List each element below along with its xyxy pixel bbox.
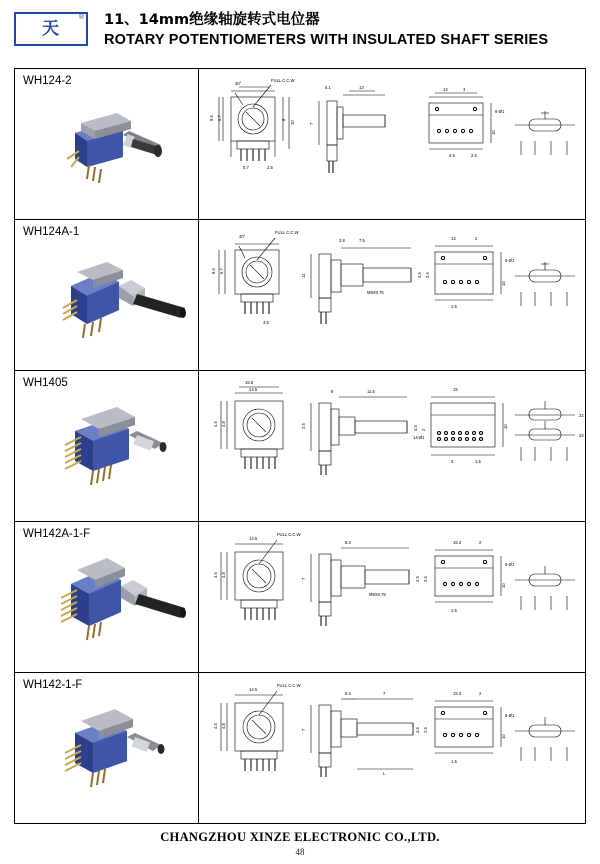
svg-text:7: 7 bbox=[301, 577, 306, 580]
product-photo-wh124-2 bbox=[37, 95, 187, 193]
table-row bbox=[15, 371, 585, 522]
product-photo-cell bbox=[15, 522, 199, 672]
svg-text:13: 13 bbox=[443, 87, 448, 92]
svg-text:8.2: 8.2 bbox=[345, 540, 351, 545]
product-drawing-cell bbox=[199, 69, 585, 219]
product-photo-cell bbox=[15, 220, 199, 370]
svg-text:30°: 30° bbox=[239, 234, 246, 239]
svg-text:2.5: 2.5 bbox=[267, 165, 273, 170]
svg-text:8.2: 8.2 bbox=[345, 691, 351, 696]
model-label: WH124A-1 bbox=[23, 226, 80, 238]
svg-text:4.5: 4.5 bbox=[417, 272, 422, 278]
svg-text:14.5: 14.5 bbox=[249, 687, 258, 692]
svg-text:FULL C.C.W: FULL C.C.W bbox=[277, 532, 301, 537]
svg-text:7: 7 bbox=[383, 691, 386, 696]
svg-text:15.3: 15.3 bbox=[453, 691, 462, 696]
svg-text:14.5: 14.5 bbox=[249, 387, 258, 392]
product-photo-wh142a-1-f bbox=[37, 548, 187, 646]
svg-text:15: 15 bbox=[453, 387, 458, 392]
svg-text:4.5: 4.5 bbox=[415, 576, 420, 582]
product-photo-wh124a-1 bbox=[37, 246, 187, 344]
svg-text:8: 8 bbox=[331, 389, 334, 394]
table-row bbox=[15, 220, 585, 371]
svg-text:6.7: 6.7 bbox=[219, 268, 224, 274]
svg-text:4.5: 4.5 bbox=[213, 723, 218, 729]
svg-text:13: 13 bbox=[359, 85, 364, 90]
svg-text:3: 3 bbox=[451, 459, 454, 464]
model-label: WH142A-1-F bbox=[23, 528, 91, 540]
product-drawing-cell bbox=[199, 673, 585, 823]
page-header bbox=[0, 0, 600, 62]
svg-text:FULL C.C.W: FULL C.C.W bbox=[275, 230, 299, 235]
svg-text:M9X0.75: M9X0.75 bbox=[369, 592, 386, 597]
technical-drawing-wh142-1-f bbox=[199, 673, 585, 823]
svg-text:9.5: 9.5 bbox=[209, 115, 214, 121]
product-photo-cell bbox=[15, 673, 199, 823]
svg-text:2.5: 2.5 bbox=[425, 272, 430, 278]
svg-text:1.5: 1.5 bbox=[451, 759, 457, 764]
svg-text:3.8: 3.8 bbox=[339, 238, 345, 243]
svg-text:M9X0.75: M9X0.75 bbox=[367, 290, 384, 295]
svg-text:FULL C.C.W: FULL C.C.W bbox=[277, 683, 301, 688]
svg-text:2: 2 bbox=[421, 428, 426, 431]
svg-text:22: 22 bbox=[579, 433, 584, 438]
title-chinese: 11、14mm绝缘轴旋转式电位器 bbox=[104, 12, 320, 28]
svg-text:10: 10 bbox=[503, 424, 508, 429]
svg-text:10: 10 bbox=[501, 734, 506, 739]
footer-company-name: CHANGZHOU XINZE ELECTRONIC CO.,LTD. bbox=[160, 830, 440, 844]
svg-text:30°: 30° bbox=[235, 81, 242, 86]
svg-text:22: 22 bbox=[579, 413, 584, 418]
svg-text:6.7: 6.7 bbox=[217, 115, 222, 121]
product-photo-wh1405 bbox=[37, 397, 187, 495]
header-titles bbox=[104, 6, 600, 50]
page-footer bbox=[0, 830, 600, 857]
svg-text:6-Ø1: 6-Ø1 bbox=[495, 109, 505, 114]
model-label: WH124-2 bbox=[23, 75, 72, 87]
table-row bbox=[15, 673, 585, 823]
table-row bbox=[15, 522, 585, 673]
svg-text:9.5: 9.5 bbox=[211, 268, 216, 274]
svg-text:4.8: 4.8 bbox=[221, 723, 226, 729]
product-drawing-cell bbox=[199, 371, 585, 521]
product-drawing-cell bbox=[199, 522, 585, 672]
svg-text:6-Ø1: 6-Ø1 bbox=[505, 562, 515, 567]
svg-text:10: 10 bbox=[290, 120, 295, 125]
registered-trademark-icon: ® bbox=[78, 14, 84, 21]
svg-text:2: 2 bbox=[479, 691, 482, 696]
model-label: WH142-1-F bbox=[23, 679, 83, 691]
product-table bbox=[14, 68, 586, 824]
svg-text:4.8: 4.8 bbox=[221, 572, 226, 578]
svg-text:L: L bbox=[383, 771, 386, 776]
svg-text:6-Ø1: 6-Ø1 bbox=[505, 258, 515, 263]
product-photo-wh142-1-f bbox=[37, 699, 187, 797]
table-row bbox=[15, 69, 585, 220]
footer-page-number: 48 bbox=[295, 847, 305, 857]
svg-text:4.5: 4.5 bbox=[213, 421, 218, 427]
svg-text:11.5: 11.5 bbox=[367, 389, 375, 394]
svg-text:FULL C.C.W: FULL C.C.W bbox=[271, 78, 295, 83]
svg-text:10: 10 bbox=[501, 583, 506, 588]
svg-text:8: 8 bbox=[281, 118, 286, 121]
product-photo-cell bbox=[15, 371, 199, 521]
svg-text:15.3: 15.3 bbox=[453, 540, 462, 545]
svg-text:11: 11 bbox=[301, 273, 306, 278]
product-photo-cell bbox=[15, 69, 199, 219]
svg-text:2.5: 2.5 bbox=[423, 727, 428, 733]
svg-text:13: 13 bbox=[451, 236, 456, 241]
svg-text:2.5: 2.5 bbox=[301, 423, 306, 429]
svg-text:0.7: 0.7 bbox=[243, 165, 249, 170]
technical-drawing-wh124a-1 bbox=[199, 220, 585, 370]
logo-inner bbox=[20, 14, 84, 41]
svg-text:3.5: 3.5 bbox=[263, 320, 269, 325]
technical-drawing-wh124-2 bbox=[199, 69, 585, 219]
svg-text:6-Ø1: 6-Ø1 bbox=[505, 713, 515, 718]
svg-text:7.5: 7.5 bbox=[359, 238, 365, 243]
svg-text:2: 2 bbox=[479, 540, 482, 545]
svg-text:1.5: 1.5 bbox=[451, 608, 457, 613]
svg-text:2: 2 bbox=[475, 236, 478, 241]
svg-text:7: 7 bbox=[309, 122, 314, 125]
svg-text:15.8: 15.8 bbox=[245, 380, 254, 385]
svg-text:1.5: 1.5 bbox=[475, 459, 481, 464]
svg-text:4.5: 4.5 bbox=[415, 727, 420, 733]
svg-text:10: 10 bbox=[491, 130, 496, 135]
model-label: WH1405 bbox=[23, 377, 68, 389]
title-english: ROTARY POTENTIOMETERS WITH INSULATED SHAFT SERIES bbox=[104, 32, 549, 48]
technical-drawing-wh1405 bbox=[199, 371, 585, 521]
svg-text:3: 3 bbox=[463, 87, 466, 92]
svg-text:14-Ø1: 14-Ø1 bbox=[413, 435, 425, 440]
svg-text:2.5: 2.5 bbox=[471, 153, 477, 158]
product-drawing-cell bbox=[199, 220, 585, 370]
company-logo bbox=[14, 12, 88, 46]
svg-text:7: 7 bbox=[301, 728, 306, 731]
svg-text:14.5: 14.5 bbox=[249, 536, 258, 541]
svg-text:4.5: 4.5 bbox=[413, 425, 418, 431]
svg-text:2.5: 2.5 bbox=[423, 576, 428, 582]
svg-text:4.8: 4.8 bbox=[221, 421, 226, 427]
svg-text:4.5: 4.5 bbox=[213, 572, 218, 578]
technical-drawing-wh142a-1-f bbox=[199, 522, 585, 672]
svg-text:1.5: 1.5 bbox=[451, 304, 457, 309]
logo-mark-text: 天 bbox=[42, 19, 60, 39]
svg-text:4.5: 4.5 bbox=[449, 153, 455, 158]
svg-text:10: 10 bbox=[501, 281, 506, 286]
svg-text:6.1: 6.1 bbox=[325, 85, 331, 90]
